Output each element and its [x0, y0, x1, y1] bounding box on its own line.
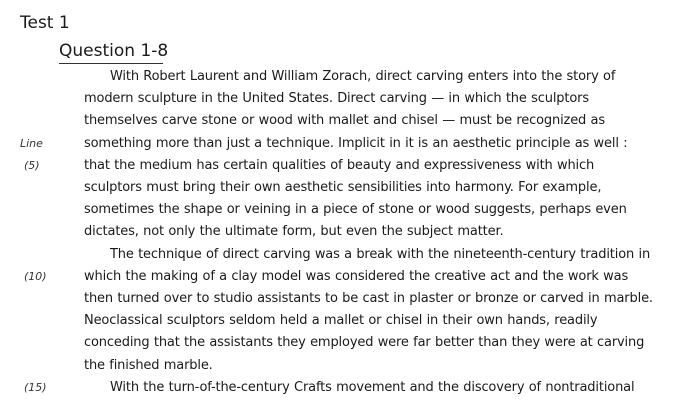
passage-line: themselves carve stone or wood with mallet and chisel — must be recognized as [84, 113, 605, 128]
passage-line: modern sculpture in the United States. Direct carving — in which the sculptors [84, 91, 589, 106]
line-number-marker: (10) [24, 270, 47, 283]
passage-line: With the turn-of-the-century Crafts movement and the discovery of nontraditional [110, 380, 635, 395]
passage-line: dictates, not only the ultimate form, but even the subject matter. [84, 224, 504, 239]
test-title: Test 1 [20, 13, 70, 33]
question-title: Question 1-8 [59, 40, 163, 64]
passage-line: Neoclassical sculptors seldom held a mallet or chisel in their own hands, readily [84, 313, 598, 328]
passage-line: that the medium has certain qualities of beauty and expressiveness with which [84, 158, 595, 173]
passage-line: conceding that the assistants they employed were far better than they were at carving [84, 335, 645, 350]
passage-line: sculptors must bring their own aesthetic sensibilities into harmony. For example, [84, 180, 602, 195]
passage-line: the finished marble. [84, 358, 213, 373]
line-number-marker: (5) [24, 159, 40, 172]
line-number-marker: Line [20, 137, 43, 150]
line-number-marker: (15) [24, 381, 47, 394]
passage-line: With Robert Laurent and William Zorach, direct carving enters into the story of [110, 69, 616, 84]
passage-line: which the making of a clay model was considered the creative act and the work was [84, 269, 629, 284]
passage-line: The technique of direct carving was a break with the nineteenth-century tradition in [110, 247, 651, 262]
passage-line: then turned over to studio assistants to be cast in plaster or bronze or carved in marble. [84, 291, 653, 306]
passage-line: sometimes the shape or veining in a piece of stone or wood suggests, perhaps even [84, 202, 627, 217]
passage-line: something more than just a technique. Implicit in it is an aesthetic principle as well : [84, 136, 628, 151]
